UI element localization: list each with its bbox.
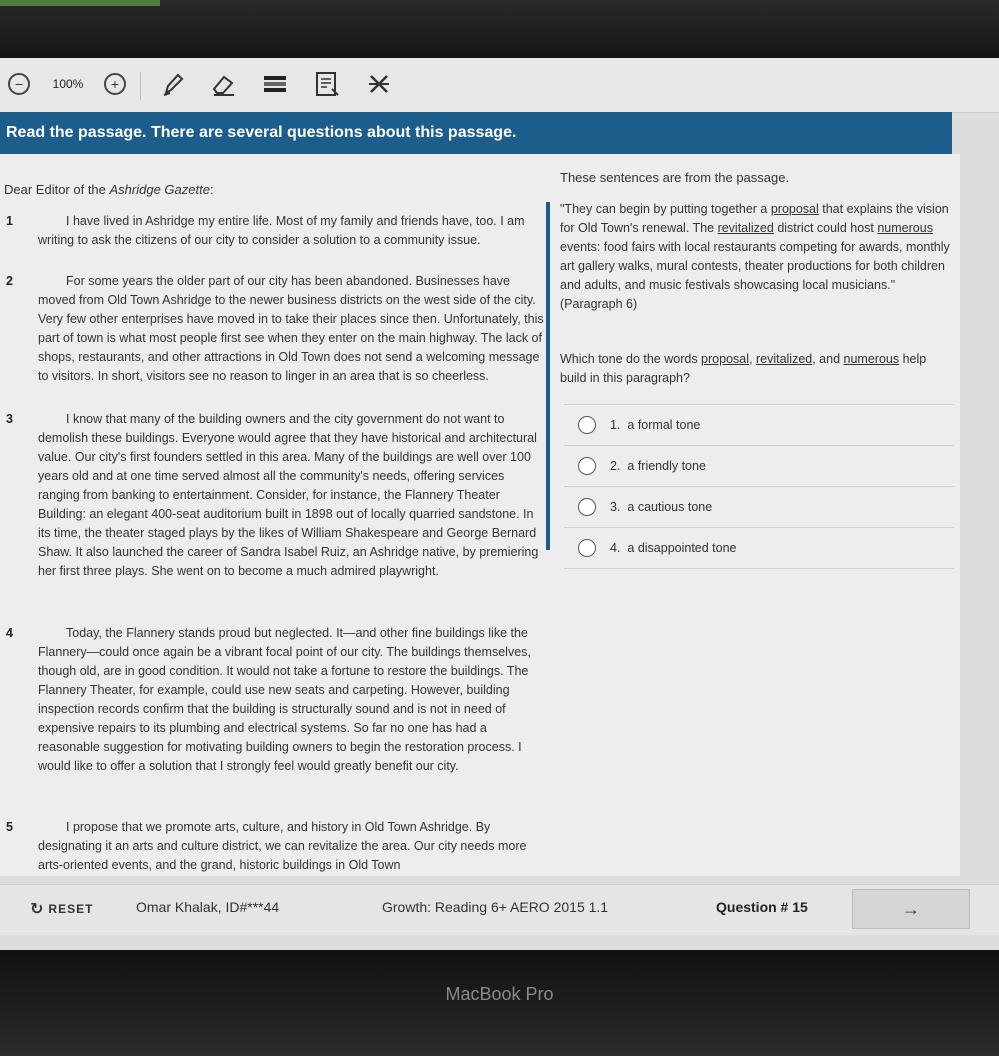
underlined-word: numerous (843, 352, 900, 366)
underlined-word: numerous (877, 221, 933, 235)
paragraph-text: Today, the Flannery stands proud but neglected. It—and other fine buildings like the Flannery—could once again be a vibrant focal point of our city. The buildings themselves, though old, are in good condition. It would not take a fortune to restore the buildings. The Flannery Theater, for example, could use new seats and carpeting. However, building inspection records confirm that the building is structurally sound and is not in need of expensive repairs to its plumbing and electrical systems. So far no one has had a reasonable suggestion for motivating building owners to begin the restoration process. I would like to offer a solution that I strongly feel would greatly benefit our city. (38, 626, 531, 773)
device-brand-label: MacBook Pro (445, 984, 554, 1004)
laptop-bezel-bottom (0, 950, 999, 1056)
question-quote: "They can begin by putting together a proposal that explains the vision for Old Town's renewal. The revitalized district could host numerous events: food fairs with local restaurants competing for awards, monthly art gallery walks, mural contests, theater productions for both children and adults, and music festivals showcasing local musicians." (Paragraph 6) (560, 202, 950, 311)
eraser-tool-button[interactable] (206, 68, 240, 100)
reset-button[interactable]: ↻ RESET (30, 901, 94, 918)
radio-button[interactable] (578, 498, 596, 516)
choice-label: 2. a friendly tone (610, 459, 706, 473)
zoom-out-button[interactable] (6, 68, 32, 100)
paragraph-text: I know that many of the building owners and the city government do not want to demolish these buildings. Everyone would agree that they have historical and architectural value. Our city's first founders settled in this area. Many of the buildings are well over 100 years old and at one time served almost all the community's needs, offering services ranging from banking to entertainment. Consider, for instance, the Flannery Theater Building: an elegant 400-seat auditorium built in 1898 out of locally quarried sandstone. In its time, the theater staged plays by the likes of William Shakespeare and George Bernard Shaw. It also launched the career of Sandra Isabel Ruiz, an Ashridge native, by premiering her first three plays. She went on to become a much admired playwright. (38, 412, 539, 578)
student-name: Omar Khalak, ID#***44 (136, 899, 280, 915)
passage-pane[interactable] (0, 154, 548, 876)
test-name: Growth: Reading 6+ AERO 2015 1.1 (382, 899, 609, 915)
newspaper-name: Ashridge Gazette (109, 182, 210, 197)
answer-choice-3[interactable] (564, 486, 954, 527)
paragraph-number: 3 (6, 412, 13, 426)
choice-label: 4. a disappointed tone (610, 541, 737, 555)
paragraph-number: 5 (6, 820, 13, 834)
question-intro: These sentences are from the passage. (560, 170, 790, 185)
arrow-right-icon: → (902, 898, 920, 919)
strikethrough-tool-button[interactable] (362, 68, 396, 100)
radio-button[interactable] (578, 457, 596, 475)
answer-choice-1[interactable] (564, 404, 954, 445)
underlined-word: revitalized (755, 352, 813, 366)
answer-choice-2[interactable] (564, 445, 954, 486)
paragraph-text: I have lived in Ashridge my entire life. Most of my family and friends have, too. I am writing to ask the citizens of our city to consider a solution to a community issue. (38, 214, 525, 247)
radio-button[interactable] (578, 539, 596, 557)
answer-choice-4[interactable] (564, 527, 954, 569)
choice-label: 3. a cautious tone (610, 500, 713, 514)
paragraph-number: 2 (6, 274, 13, 288)
toolbar-separator (140, 72, 141, 100)
instruction-banner: Read the passage. There are several questions about this passage. (0, 112, 952, 154)
paragraph-number: 1 (6, 214, 13, 228)
question-prompt: Which tone do the words proposal, revitalized, and numerous help build in this paragraph? (560, 352, 927, 385)
pane-divider[interactable] (546, 202, 550, 550)
highlighter-icon (262, 71, 288, 97)
notepad-icon (314, 71, 340, 97)
underlined-word: revitalized (717, 221, 774, 235)
reset-icon: ↻ (30, 901, 45, 918)
pen-tool-button[interactable] (156, 68, 190, 100)
window-edge-strip (0, 0, 160, 6)
radio-button[interactable] (578, 416, 596, 434)
letter-salutation: Dear Editor of the Ashridge Gazette: (4, 182, 214, 197)
paragraph-text: I propose that we promote arts, culture, and history in Old Town Ashridge. By designating it an arts and culture district, we can revitalize the area. Our city needs more arts-oriented events, and the grand, historic buildings in Old Town (38, 820, 527, 872)
toolbar (0, 58, 999, 113)
underlined-word: proposal (770, 202, 819, 216)
pen-icon (160, 71, 186, 97)
content-area (0, 154, 960, 876)
next-button[interactable] (852, 889, 970, 929)
underlined-word: proposal (701, 352, 749, 366)
zoom-out-icon: − (8, 73, 30, 95)
eraser-icon (210, 71, 236, 97)
laptop-bezel-top (0, 0, 999, 60)
strikethrough-icon (366, 71, 392, 97)
test-screen (0, 58, 999, 950)
choice-label: 1. a formal tone (610, 418, 701, 432)
highlighter-tool-button[interactable] (258, 68, 292, 100)
question-number: Question # 15 (716, 899, 808, 915)
question-pane (558, 154, 958, 876)
zoom-in-icon: + (104, 73, 126, 95)
footer-bar (0, 884, 999, 935)
zoom-level: 100% (52, 77, 84, 91)
answer-choices (564, 404, 954, 569)
zoom-in-button[interactable] (100, 68, 130, 100)
notepad-tool-button[interactable] (310, 68, 344, 100)
paragraph-number: 4 (6, 626, 13, 640)
paragraph-text: For some years the older part of our city has been abandoned. Businesses have moved from Old Town Ashridge to the newer business districts on the west side of the city. Very few other enterprises have moved in to take their places since then. Unfortunately, this part of town is what most people first see when they enter on the main highway. The lack of shops, restaurants, and other attractions in Old Town does not send a welcoming message to visitors. In short, visitors see no reason to linger in an area that is so cheerless. (38, 274, 544, 383)
